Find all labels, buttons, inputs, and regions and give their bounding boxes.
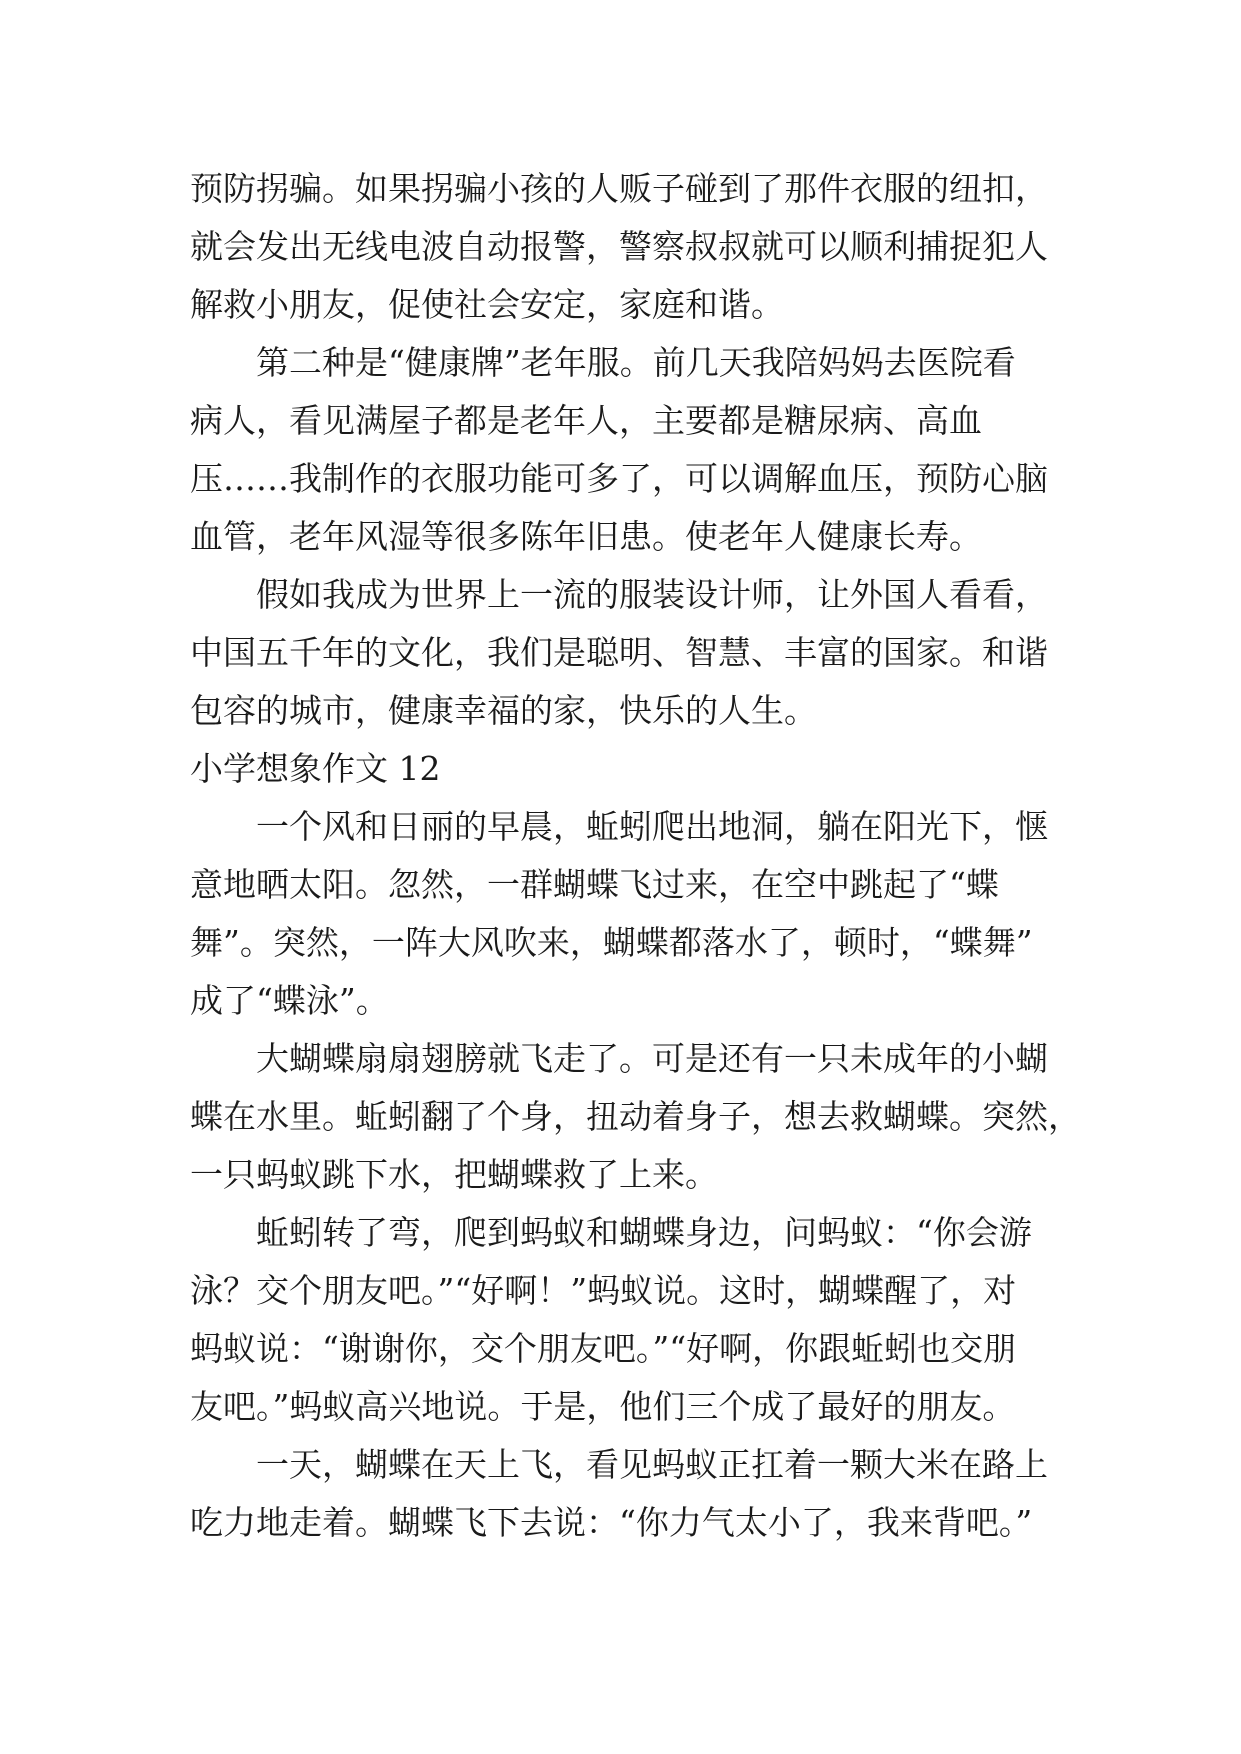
paragraph-2-line-2: 病人，看见满屋子都是老年人，主要都是糖尿病、高血 xyxy=(190,401,982,440)
essay-paragraph-4-line-2: 吃力地走着。蝴蝶飞下去说：“你力气太小了，我来背吧。” xyxy=(190,1503,1033,1542)
essay-paragraph-1-line-2: 意地晒太阳。忽然，一群蝴蝶飞过来，在空中跳起了“蝶 xyxy=(190,865,999,904)
essay-paragraph-4-line-1: 一天，蝴蝶在天上飞，看见蚂蚁正扛着一颗大米在路上 xyxy=(256,1445,1048,1484)
essay-paragraph-1-line-3: 舞”。突然，一阵大风吹来，蝴蝶都落水了，顿时，“蝶舞” xyxy=(190,923,1033,962)
paragraph-1-line-3: 解救小朋友，促使社会安定，家庭和谐。 xyxy=(190,285,784,324)
essay-paragraph-2-line-2: 蝶在水里。蚯蚓翻了个身，扭动着身子，想去救蝴蝶。突然， xyxy=(190,1097,1081,1136)
essay-paragraph-2-line-1: 大蝴蝶扇扇翅膀就飞走了。可是还有一只未成年的小蝴 xyxy=(256,1039,1048,1078)
essay-paragraph-3-line-3: 蚂蚁说：“谢谢你，交个朋友吧。”“好啊，你跟蚯蚓也交朋 xyxy=(190,1329,1017,1368)
paragraph-1-line-2: 就会发出无线电波自动报警，警察叔叔就可以顺利捕捉犯人 xyxy=(190,227,1048,266)
paragraph-2-line-3: 压……我制作的衣服功能可多了，可以调解血压，预防心脑 xyxy=(190,459,1048,498)
essay-paragraph-3-line-2: 泳？交个朋友吧。”“好啊！”蚂蚁说。这时，蝴蝶醒了，对 xyxy=(190,1271,1017,1310)
paragraph-2-line-4: 血管，老年风湿等很多陈年旧患。使老年人健康长寿。 xyxy=(190,517,982,556)
paragraph-3-line-3: 包容的城市，健康幸福的家，快乐的人生。 xyxy=(190,691,817,730)
essay-paragraph-1-line-4: 成了“蝶泳”。 xyxy=(190,981,389,1020)
essay-paragraph-3-line-4: 友吧。”蚂蚁高兴地说。于是，他们三个成了最好的朋友。 xyxy=(190,1387,1016,1426)
essay-paragraph-2-line-3: 一只蚂蚁跳下水，把蝴蝶救了上来。 xyxy=(190,1155,718,1194)
paragraph-2-line-1: 第二种是“健康牌”老年服。前几天我陪妈妈去医院看 xyxy=(256,343,1016,382)
paragraph-3-line-2: 中国五千年的文化，我们是聪明、智慧、丰富的国家。和谐 xyxy=(190,633,1048,672)
essay-paragraph-3-line-1: 蚯蚓转了弯，爬到蚂蚁和蝴蝶身边，问蚂蚁：“你会游 xyxy=(256,1213,1032,1252)
essay-paragraph-1-line-1: 一个风和日丽的早晨，蚯蚓爬出地洞，躺在阳光下，惬 xyxy=(256,807,1048,846)
document-body xyxy=(190,160,1081,1552)
paragraph-3-line-1: 假如我成为世界上一流的服装设计师，让外国人看看， xyxy=(256,575,1048,614)
paragraph-1-line-1: 预防拐骗。如果拐骗小孩的人贩子碰到了那件衣服的纽扣， xyxy=(190,169,1048,208)
essay-heading: 小学想象作文 12 xyxy=(190,749,441,788)
